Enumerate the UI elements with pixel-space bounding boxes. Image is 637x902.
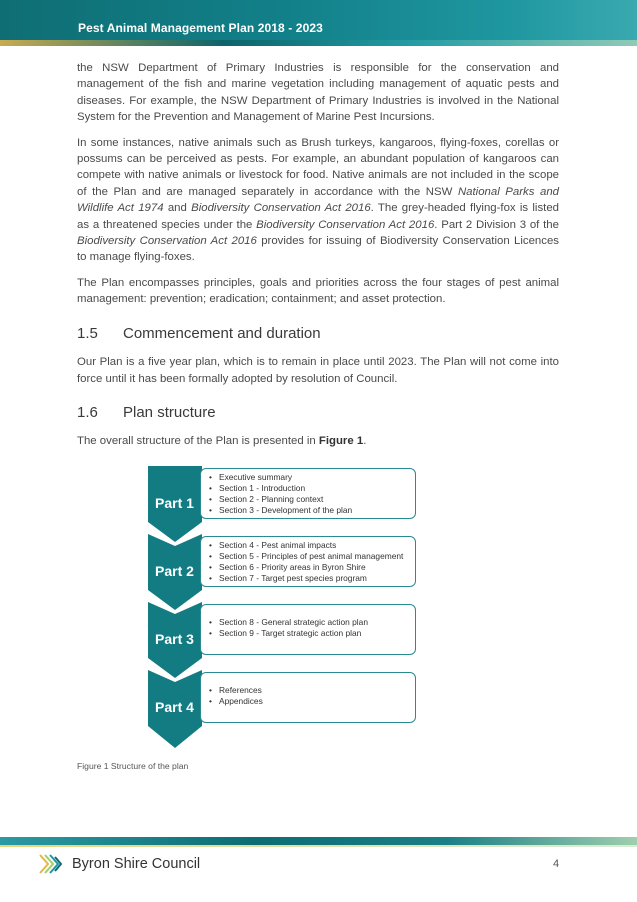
part-contents-box — [200, 672, 416, 723]
figure-part-1 — [148, 466, 418, 542]
paragraph-commencement: Our Plan is a five year plan, which is to remain in place until 2023. The Plan will not come into force until it has been formally adopted by resolution of Council. — [77, 356, 559, 385]
figure-caption: Figure 1 Structure of the plan — [77, 761, 189, 771]
part-label: Part 4 — [155, 699, 194, 715]
page-number: 4 — [553, 858, 560, 870]
header-title: Pest Animal Management Plan 2018 - 2023 — [78, 21, 323, 35]
paragraph-native-animals: In some instances, native animals such as Brush turkeys, kangaroos, flying-foxes, corellas or possums can be perceived as pests. For example, an abundant population of kangaroos can compete with native animals or livestock for food. Native animals are not included in the scope of the Plan and are managed separately in accordance with the NSW National Parks and Wildlife Act 1974 and Biodiversity Conservation Act 2016. The grey-headed flying-fox is listed as a threatened species under the Biodiversity Conservation Act 2016. Part 2 Division 3 of the Biodiversity Conservation Act 2016 provides for issuing of Biodiversity Conservation Licences to manage flying-foxes. — [77, 136, 559, 264]
footer-stripe — [0, 837, 637, 845]
heading-1-6 — [77, 405, 559, 421]
heading-1-5 — [77, 326, 559, 342]
list-item: • Section 6 - Priority areas in Byron Shire — [207, 562, 409, 573]
list-item: • Section 1 - Introduction — [207, 483, 409, 494]
plan-structure-figure — [148, 466, 418, 748]
part-contents-box — [200, 468, 416, 519]
part-label: Part 1 — [155, 495, 194, 511]
list-item: • Section 9 - Target strategic action plan — [207, 628, 409, 639]
page-content — [77, 60, 559, 459]
header-stripe — [0, 40, 637, 46]
figure-part-2 — [148, 534, 418, 610]
figure-reference: Figure 1 — [318, 435, 364, 448]
list-item: • Section 4 - Pest animal impacts — [207, 540, 409, 551]
heading-number: 1.6 — [77, 403, 98, 421]
paragraph-structure: The overall structure of the Plan is presented in Figure 1. — [77, 435, 367, 448]
list-item: • Section 7 - Target pest species program — [207, 573, 409, 584]
paragraph-dpi: the NSW Department of Primary Industries is responsible for the conservation and management of the fish and marine vegetation including management of aquatic pests and diseases. For example, the NSW Department of Primary Industries is involved in the National System for the Prevention and Management of Marine Pest Incursions. — [77, 62, 559, 124]
list-item: • Executive summary — [207, 472, 409, 483]
list-item: • Appendices — [207, 696, 409, 707]
figure-part-4 — [148, 670, 418, 746]
part-contents-box — [200, 536, 416, 587]
council-name: Byron Shire Council — [72, 856, 201, 872]
list-item: • Section 3 - Development of the plan — [207, 505, 409, 516]
page-header — [0, 0, 637, 46]
byron-shire-logo-icon — [38, 853, 64, 875]
list-item: • Section 2 - Planning context — [207, 494, 409, 505]
part-contents-box — [200, 604, 416, 655]
paragraph-principles: The Plan encompasses principles, goals and priorities across the four stages of pest animal management: prevention; eradication; containment; and asset protection. — [77, 276, 559, 306]
list-item: • References — [207, 685, 409, 696]
list-item: • Section 8 - General strategic action plan — [207, 617, 409, 628]
part-label: Part 2 — [155, 563, 194, 579]
figure-part-3 — [148, 602, 418, 678]
heading-number: 1.5 — [77, 324, 98, 342]
heading-title: Commencement and duration — [123, 324, 321, 342]
footer-stripe-accent — [0, 845, 637, 847]
heading-title: Plan structure — [123, 403, 216, 421]
part-label: Part 3 — [155, 631, 194, 647]
list-item: • Section 5 - Principles of pest animal management — [207, 551, 409, 562]
